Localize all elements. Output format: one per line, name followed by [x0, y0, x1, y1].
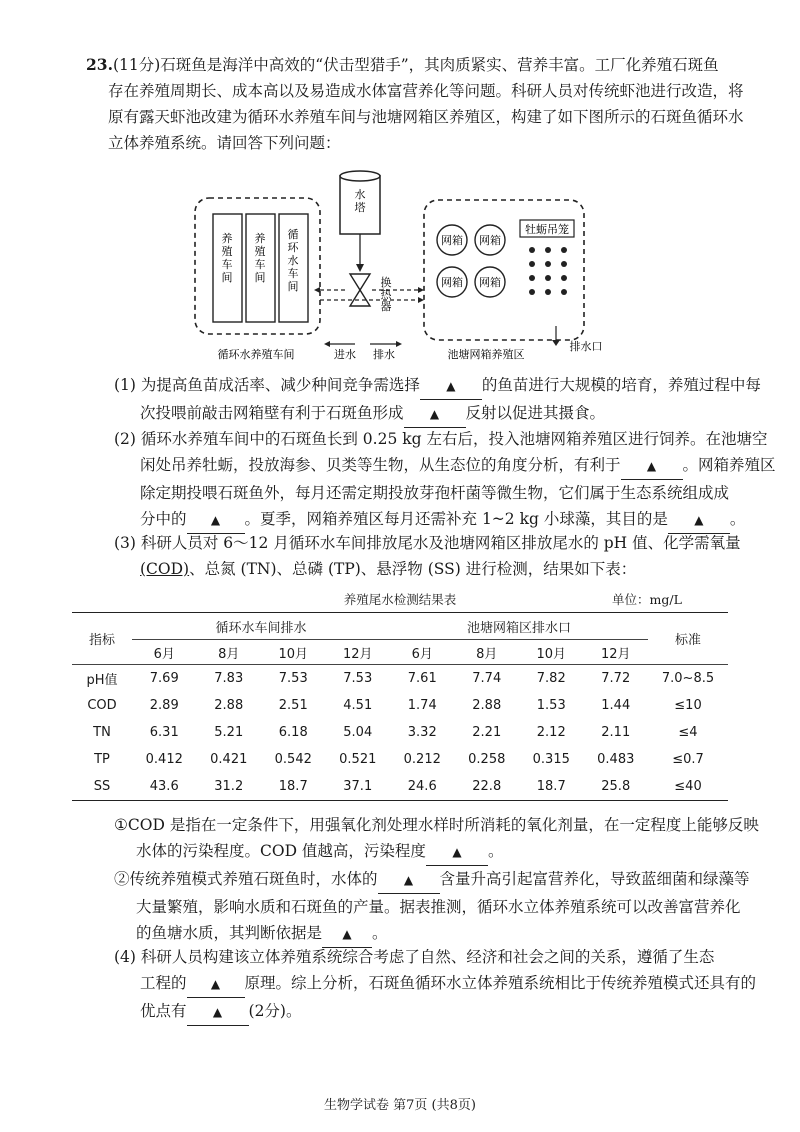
- table-cell: 2.89: [149, 698, 179, 713]
- table-cell: 7.69: [149, 671, 179, 686]
- table-cell: 6.18: [278, 725, 308, 740]
- table-cell: 31.2: [197, 773, 262, 801]
- heat-exchanger-label: 换热器: [380, 276, 392, 313]
- table-cell: 7.53: [343, 671, 373, 686]
- row-standard: ≤0.7: [672, 752, 704, 767]
- row-index-name: COD: [87, 698, 117, 713]
- row-standard: ≤10: [674, 698, 702, 713]
- table-cell: 7.72: [601, 671, 631, 686]
- heat-exchanger-icon: [350, 274, 370, 290]
- month-header: 6月: [132, 640, 197, 665]
- table-unit: 单位：mg/L: [612, 592, 682, 607]
- table-cell: 0.542: [274, 752, 312, 767]
- blank-marker: ▲: [342, 927, 352, 941]
- table-cell: 2.12: [536, 725, 566, 740]
- blank-marker: ▲: [429, 407, 440, 421]
- table-row: [72, 692, 728, 719]
- question-2: (2) 循环水养殖车间中的石斑鱼长到 0.25 kg 左右后，投入池塘网箱养殖区进行饲养。在池塘空 闲处吊养牡蛎，投放海参、贝类等生物，从生态位的角度分析，有利于 ▲ 。网箱养殖区 除定期投喂石斑鱼外，每月还需定期投放芽孢杆菌等微生物，它们属于生态系统组成成 分中的 ▲ 。夏季，网箱养殖区每月还需补充 1~2 kg 小球藻，其目的是 ▲ 。: [114, 426, 776, 534]
- cage-label: 网箱: [479, 276, 501, 289]
- blank-marker: ▲: [210, 977, 221, 991]
- blank-marker: ▲: [446, 379, 456, 393]
- outlet-label: 排水口: [569, 340, 603, 353]
- water-tower-label: 水塔: [354, 188, 366, 214]
- month-header: 6月: [390, 640, 455, 665]
- tank-3-label: 循环水车间: [287, 228, 299, 293]
- table-cell: 6.31: [149, 725, 179, 740]
- table-row: [72, 746, 728, 773]
- header-standard: 标准: [648, 613, 728, 665]
- result-table: [72, 612, 728, 801]
- question-1: (1) 为提高鱼苗成活率、减少种间竞争需选择 ▲ 的鱼苗进行大规模的培育，养殖过程中每 次投喂前敲击网箱壁有利于石斑鱼形成 ▲ 反射以促进其摄食。: [114, 372, 761, 428]
- tank-1-label: 养殖车间: [221, 232, 233, 284]
- header-group-1: 循环水车间排水: [132, 613, 390, 640]
- table-cell: 0.483: [597, 752, 635, 767]
- month-header: 10月: [519, 640, 584, 665]
- table-cell: 25.8: [584, 773, 649, 801]
- table-cell: 1.74: [407, 698, 437, 713]
- question-3: (3) 科研人员对 6～12 月循环水车间排放尾水及池塘网箱区排放尾水的 pH 值、化学需氧量 (COD)、总氮 (TN)、总磷 (TP)、悬浮物 (SS) 进行检测，结果如下表：: [114, 534, 741, 578]
- month-header: 8月: [455, 640, 520, 665]
- blank-marker: ▲: [694, 513, 704, 527]
- table-cell: 7.74: [472, 671, 502, 686]
- table-cell: 18.7: [519, 773, 584, 801]
- blank-marker: ▲: [212, 1005, 223, 1019]
- table-row: [72, 773, 728, 801]
- table-cell: 2.51: [278, 698, 308, 713]
- water-in-label: 进水: [334, 348, 356, 361]
- cage-label: 网箱: [479, 234, 501, 247]
- header-index: 指标: [72, 613, 132, 665]
- table-cell: 7.82: [536, 671, 566, 686]
- month-header: 12月: [584, 640, 649, 665]
- table-cell: 4.51: [343, 698, 373, 713]
- table-cell: 7.83: [214, 671, 244, 686]
- tank-2-label: 养殖车间: [254, 232, 266, 284]
- blank-marker: ▲: [646, 459, 657, 473]
- table-cell: 2.21: [472, 725, 502, 740]
- table-cell: 7.61: [407, 671, 437, 686]
- table-cell: 22.8: [455, 773, 520, 801]
- table-row: [72, 665, 728, 693]
- table-cell: 2.88: [472, 698, 502, 713]
- table-cell: 3.32: [407, 725, 437, 740]
- oyster-cage-label: 牡蛎吊笼: [525, 223, 569, 236]
- row-index-name: TN: [93, 725, 111, 740]
- table-caption: 养殖尾水检测结果表: [343, 592, 457, 607]
- workshop-label: 循环水养殖车间: [217, 348, 295, 361]
- row-index-name: SS: [72, 773, 132, 801]
- table-cell: 1.44: [601, 698, 631, 713]
- table-cell: 1.53: [536, 698, 566, 713]
- table-cell: 2.88: [214, 698, 244, 713]
- pond-label: 池塘网箱养殖区: [447, 348, 525, 361]
- table-cell: 18.7: [261, 773, 326, 801]
- table-cell: 0.212: [403, 752, 441, 767]
- row-index-name: pH值: [86, 673, 118, 688]
- row-index-name: TP: [94, 752, 110, 767]
- table-row: [72, 719, 728, 746]
- question-intro: 23.(11分)石斑鱼是海洋中高效的“伏击型猎手”，其肉质紧实、营养丰富。工厂化养殖石斑鱼 存在养殖周期长、成本高以及易造成水体富营养化等问题。科研人员对传统虾池进行改造，将 原有露天虾池改建为循环水养殖车间与池塘网箱区养殖区，构建了如下图所示的石斑鱼循环水 立体养殖系统。请回答下列问题：: [86, 55, 744, 152]
- row-standard: ≤40: [648, 773, 728, 801]
- table-cell: 0.258: [468, 752, 506, 767]
- question-3-subitems: ①COD 是指在一定条件下，用强氧化剂处理水样时所消耗的氧化剂量，在一定程度上能够反映 水体的污染程度。COD 值越高，污染程度 ▲ 。 ②传统养殖模式养殖石斑鱼时，水体的 ▲ 含量升高引起富营养化，导致蓝细菌和绿藻等 大量繁殖，影响水质和石斑鱼的产量。据表推测，循环水立体养殖系统可以改善富营养化 的鱼塘水质，其判断依据是 ▲ 。: [114, 812, 759, 948]
- cage-label: 网箱: [441, 276, 463, 289]
- blank-marker: ▲: [403, 873, 414, 887]
- header-group-2: 池塘网箱区排水口: [390, 613, 648, 640]
- question-number: 23.: [86, 55, 113, 74]
- table-cell: 0.421: [210, 752, 248, 767]
- table-cell: 2.11: [601, 725, 631, 740]
- table-cell: 5.04: [343, 725, 373, 740]
- question-4: (4) 科研人员构建该立体养殖系统综合考虑了自然、经济和社会之间的关系，遵循了生态 工程的 ▲ 原理。综上分析，石斑鱼循环水立体养殖系统相比于传统养殖模式还具有的 优点有 ▲ (2分)。: [114, 944, 756, 1026]
- table-cell: 37.1: [326, 773, 391, 801]
- table-cell: 5.21: [214, 725, 244, 740]
- aquaculture-system-diagram: [190, 162, 610, 368]
- table-cell: 0.315: [532, 752, 570, 767]
- row-standard: ≤4: [678, 725, 698, 740]
- blank-marker: ▲: [210, 513, 221, 527]
- cage-label: 网箱: [441, 234, 463, 247]
- month-header: 8月: [197, 640, 262, 665]
- water-out-label: 排水: [373, 348, 395, 361]
- table-cell: 24.6: [390, 773, 455, 801]
- page-footer: 生物学试卷 第7页 (共8页): [324, 1098, 476, 1113]
- row-standard: 7.0~8.5: [661, 671, 715, 686]
- month-header: 10月: [261, 640, 326, 665]
- month-header: 12月: [326, 640, 391, 665]
- table-cell: 7.53: [278, 671, 308, 686]
- table-cell: 0.412: [145, 752, 183, 767]
- oyster-dots: [529, 247, 567, 295]
- table-cell: 43.6: [132, 773, 197, 801]
- table-cell: 0.521: [339, 752, 377, 767]
- blank-marker: ▲: [452, 845, 462, 859]
